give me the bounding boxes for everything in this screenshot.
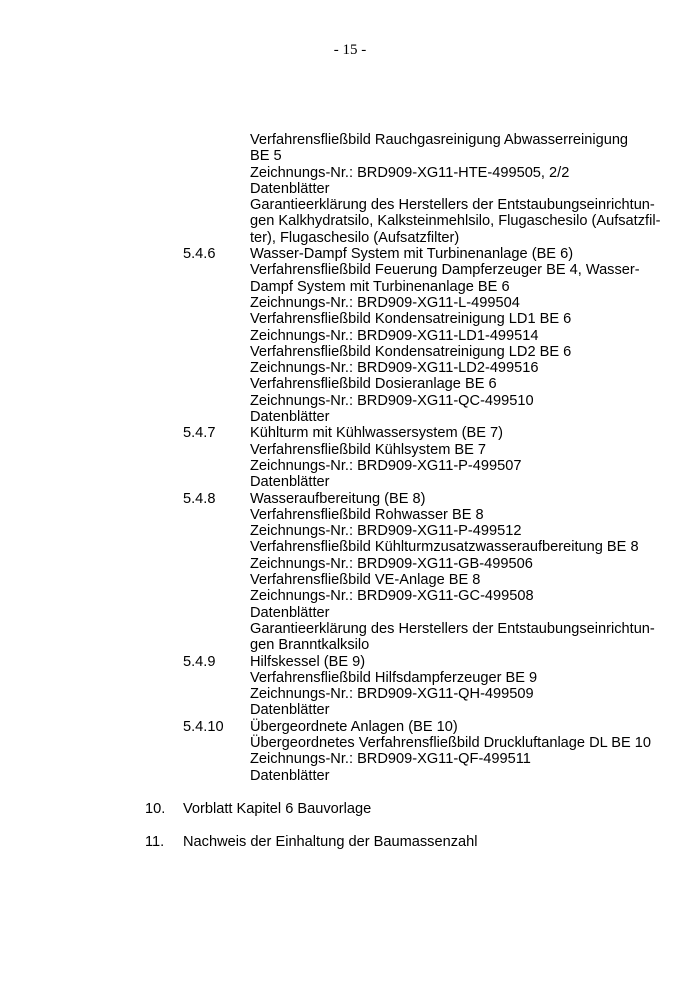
line-text: Verfahrensfließbild Hilfsdampferzeuger BE 9	[250, 669, 538, 686]
list-line	[0, 588, 700, 604]
line-text: Wasser-Dampf System mit Turbinenanlage (BE 6)	[250, 246, 574, 263]
line-text: Verfahrensfließbild Rauchgasreinigung Abwasserreinigung	[250, 132, 629, 148]
list-line	[0, 344, 700, 360]
line-text: Übergeordnetes Verfahrensfließbild Druckluftanlage DL BE 10	[250, 734, 652, 751]
line-text: Zeichnungs-Nr.: BRD909-XG11-QC-499510	[250, 392, 534, 409]
list-line	[0, 132, 700, 148]
section-number: 5.4.9	[183, 653, 216, 670]
line-text: Verfahrensfließbild Dosieranlage BE 6	[250, 376, 497, 393]
line-text: gen Branntkalksilo	[250, 637, 370, 654]
line-text: Wasseraufbereitung (BE 8)	[250, 490, 426, 507]
line-text: Datenblätter	[250, 180, 330, 197]
list-line	[0, 539, 700, 555]
line-text: Garantieerklärung des Herstellers der Entstaubungseinrichtun-	[250, 620, 655, 637]
line-text: Zeichnungs-Nr.: BRD909-XG11-HTE-499505, 2/2	[250, 164, 570, 181]
list-line	[0, 442, 700, 458]
line-text: Verfahrensfließbild Kühlturmzusatzwasseraufbereitung BE 8	[250, 539, 639, 556]
list-line	[0, 425, 700, 441]
item-text: Vorblatt Kapitel 6 Bauvorlage	[183, 800, 372, 817]
line-text: Zeichnungs-Nr.: BRD909-XG11-GB-499506	[250, 555, 533, 572]
line-text: Datenblätter	[250, 474, 330, 491]
list-line	[0, 735, 700, 751]
line-text: ter), Flugaschesilo (Aufsatzfilter)	[250, 229, 460, 246]
list-line	[0, 181, 700, 197]
line-text: gen Kalkhydratsilo, Kalksteinmehlsilo, Flugaschesilo (Aufsatzfil-	[250, 213, 661, 230]
line-text: Zeichnungs-Nr.: BRD909-XG11-P-499507	[250, 457, 522, 474]
line-text: Datenblätter	[250, 409, 330, 426]
line-text: Übergeordnete Anlagen (BE 10)	[250, 718, 458, 735]
list-line	[0, 213, 700, 229]
list-line	[0, 393, 700, 409]
list-line	[0, 654, 700, 670]
list-line	[0, 376, 700, 392]
line-text: Datenblätter	[250, 767, 330, 784]
list-line	[0, 409, 700, 425]
line-text: Zeichnungs-Nr.: BRD909-XG11-LD1-499514	[250, 327, 539, 344]
section-number: 5.4.6	[183, 246, 216, 263]
line-text: Verfahrensfließbild VE-Anlage BE 8	[250, 572, 481, 589]
line-text: Verfahrensfließbild Feuerung Dampferzeuger BE 4, Wasser-	[250, 262, 640, 279]
page-number: - 15 -	[333, 42, 367, 58]
item-number: 10.	[145, 800, 166, 817]
item-number: 11.	[145, 834, 165, 851]
section-number: 5.4.8	[183, 490, 216, 507]
list-line	[0, 148, 700, 164]
list-item	[0, 834, 700, 850]
list-line	[0, 556, 700, 572]
list-line	[0, 491, 700, 507]
list-line	[0, 230, 700, 246]
list-line	[0, 262, 700, 278]
line-text: Zeichnungs-Nr.: BRD909-XG11-QF-499511	[250, 751, 531, 768]
list-line	[0, 719, 700, 735]
list-line	[0, 328, 700, 344]
list-line	[0, 507, 700, 523]
list-line	[0, 474, 700, 490]
document-body	[0, 132, 700, 850]
line-text: Datenblätter	[250, 702, 330, 719]
list-line	[0, 768, 700, 784]
line-text: Zeichnungs-Nr.: BRD909-XG11-QH-499509	[250, 686, 534, 703]
line-text: Hilfskessel (BE 9)	[250, 653, 366, 670]
list-line	[0, 165, 700, 181]
list-line	[0, 311, 700, 327]
list-line	[0, 621, 700, 637]
list-item	[0, 801, 700, 817]
list-line	[0, 572, 700, 588]
line-text: Verfahrensfließbild Kondensatreinigung LD2 BE 6	[250, 343, 572, 360]
line-text: Verfahrensfließbild Kühlsystem BE 7	[250, 441, 487, 458]
list-line	[0, 458, 700, 474]
list-line	[0, 751, 700, 767]
list-line	[0, 246, 700, 262]
line-text: Verfahrensfließbild Kondensatreinigung LD1 BE 6	[250, 311, 572, 328]
section-number: 5.4.7	[183, 425, 216, 442]
list-line	[0, 279, 700, 295]
line-text: Dampf System mit Turbinenanlage BE 6	[250, 278, 510, 295]
line-text: Garantieerklärung des Herstellers der Entstaubungseinrichtun-	[250, 197, 655, 214]
list-line	[0, 702, 700, 718]
line-text: BE 5	[250, 148, 282, 165]
list-line	[0, 360, 700, 376]
list-line	[0, 637, 700, 653]
line-text: Datenblätter	[250, 604, 330, 621]
list-line	[0, 523, 700, 539]
list-line	[0, 197, 700, 213]
line-text: Kühlturm mit Kühlwassersystem (BE 7)	[250, 425, 504, 442]
item-text: Nachweis der Einhaltung der Baumassenzahl	[183, 834, 478, 851]
line-text: Zeichnungs-Nr.: BRD909-XG11-LD2-499516	[250, 360, 539, 377]
list-line	[0, 295, 700, 311]
line-text: Zeichnungs-Nr.: BRD909-XG11-GC-499508	[250, 588, 534, 605]
section-number: 5.4.10	[183, 718, 224, 735]
list-line	[0, 605, 700, 621]
line-text: Zeichnungs-Nr.: BRD909-XG11-L-499504	[250, 294, 520, 311]
line-text: Verfahrensfließbild Rohwasser BE 8	[250, 506, 484, 523]
list-line	[0, 686, 700, 702]
list-line	[0, 670, 700, 686]
line-text: Zeichnungs-Nr.: BRD909-XG11-P-499512	[250, 523, 522, 540]
